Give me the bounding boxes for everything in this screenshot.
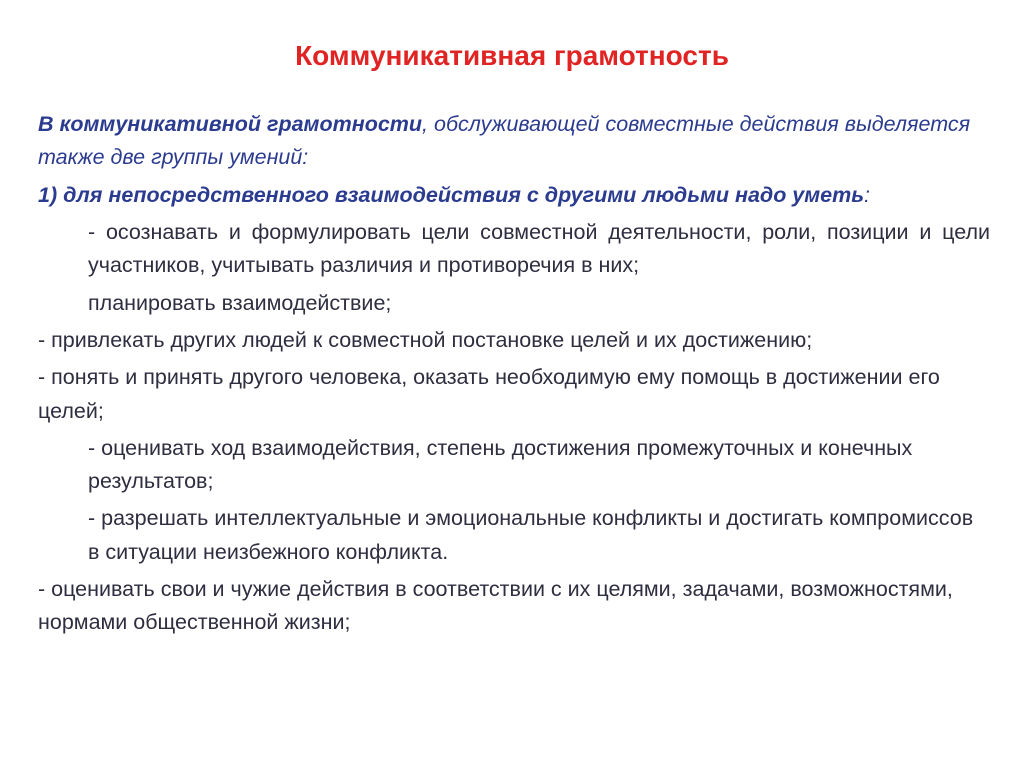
list-item: планировать взаимодействие; [88,290,392,315]
slide-body [38,108,990,640]
heading-bold: 1) для непосредственного взаимодействия с другими людьми надо уметь [38,182,865,207]
list-item: - понять и принять другого человека, оказать необходимую ему помощь в достижении его целей; [38,365,940,423]
list-item: - оценивать ход взаимодействия, степень достижения промежуточных и конечных результатов; [88,435,913,494]
list-item: - привлекать других людей к совместной постановке целей и их достижению; [38,327,813,352]
group-heading [38,179,990,212]
intro-paragraph [38,108,990,175]
slide-title: Коммуникативная грамотность [295,40,729,71]
heading-tail: : [864,182,870,207]
intro-rest: , обслуживающей совместные действия выделяется также две группы умений: [38,112,971,170]
list-item: - осознавать и формулировать цели совместной деятельности, роли, позиции и цели участников, учитывать различия и противоречия в них; [88,219,990,278]
list-item: - оценивать свои и чужие действия в соответствии с их целями, задачами, возможностями, нормами общественной жизни; [38,577,953,635]
intro-bold: В коммуникативной грамотности [38,112,423,136]
list-item: - разрешать интеллектуальные и эмоциональные конфликты и достигать компромиссов в ситуации неизбежного конфликта. [88,506,974,564]
